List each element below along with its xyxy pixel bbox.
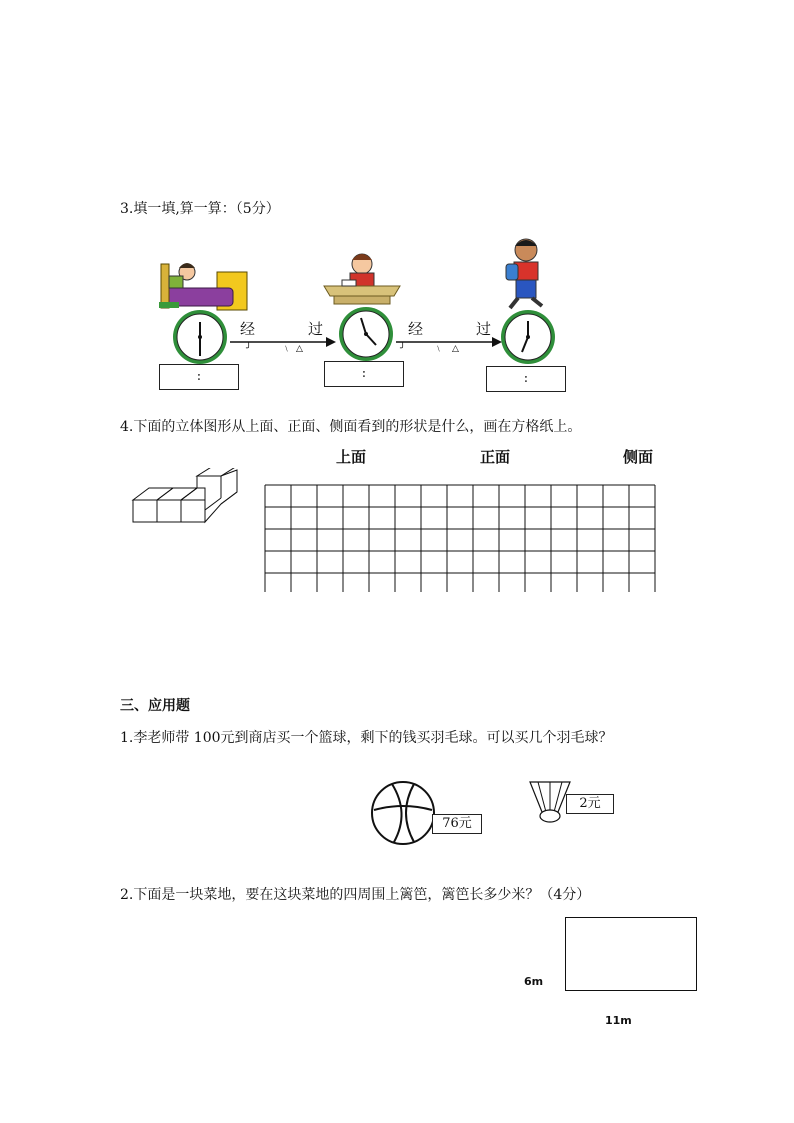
section-heading: 三、应用题 bbox=[120, 698, 190, 714]
question-3-title: 3.填一填,算一算：（5分） bbox=[120, 201, 280, 217]
time-answer-box-1[interactable] bbox=[159, 364, 239, 390]
clock-icon-1 bbox=[170, 308, 230, 366]
passed-label-c: 经 bbox=[408, 320, 424, 338]
view-label-top: 上面 bbox=[336, 448, 367, 466]
plot-width-label: 6m bbox=[524, 975, 544, 988]
clock-icon-2 bbox=[336, 305, 396, 363]
svg-text:╯: ╯ bbox=[246, 344, 252, 352]
time-answer-box-2[interactable] bbox=[324, 361, 404, 387]
vegetable-plot-rectangle bbox=[565, 917, 697, 991]
problem-1-text: 1.李老师带 100元到商店买一个篮球，剩下的钱买羽毛球。可以买几个羽毛球？ bbox=[120, 730, 613, 746]
time-colon: : bbox=[361, 366, 367, 381]
time-colon: : bbox=[196, 369, 202, 384]
shuttlecock-price-tag: 2元 bbox=[566, 794, 614, 814]
svg-text:△: △ bbox=[296, 344, 303, 352]
basketball-price-tag: 76元 bbox=[432, 814, 482, 834]
grid-paper[interactable] bbox=[264, 484, 658, 592]
time-answer-box-3[interactable] bbox=[486, 366, 566, 392]
problem-2-text: 2.下面是一块菜地，要在这块菜地的四周围上篱笆，篱笆长多少米？（4分） bbox=[120, 887, 591, 903]
time-colon: : bbox=[523, 371, 529, 386]
studying-boy-illustration bbox=[320, 248, 405, 308]
clock-icon-3 bbox=[498, 308, 558, 366]
question-4-title: 4.下面的立体图形从上面、正面、侧面看到的形状是什么，画在方格纸上。 bbox=[120, 419, 582, 435]
view-label-side: 侧面 bbox=[623, 448, 654, 466]
svg-text:﹨: ﹨ bbox=[282, 344, 292, 352]
passed-label-d: 过 bbox=[476, 320, 492, 338]
view-label-front: 正面 bbox=[480, 448, 511, 466]
svg-text:╯: ╯ bbox=[400, 344, 406, 352]
svg-text:﹨: ﹨ bbox=[434, 344, 444, 352]
plot-length-label: 11m bbox=[605, 1014, 632, 1027]
sleeping-boy-illustration bbox=[155, 258, 250, 312]
passed-label-b: 过 bbox=[308, 320, 324, 338]
cube-solid-figure bbox=[130, 468, 245, 526]
passed-label-a: 经 bbox=[240, 320, 256, 338]
walking-boy-illustration bbox=[500, 236, 556, 310]
basketball-icon bbox=[370, 780, 436, 846]
svg-text:△: △ bbox=[452, 344, 459, 352]
